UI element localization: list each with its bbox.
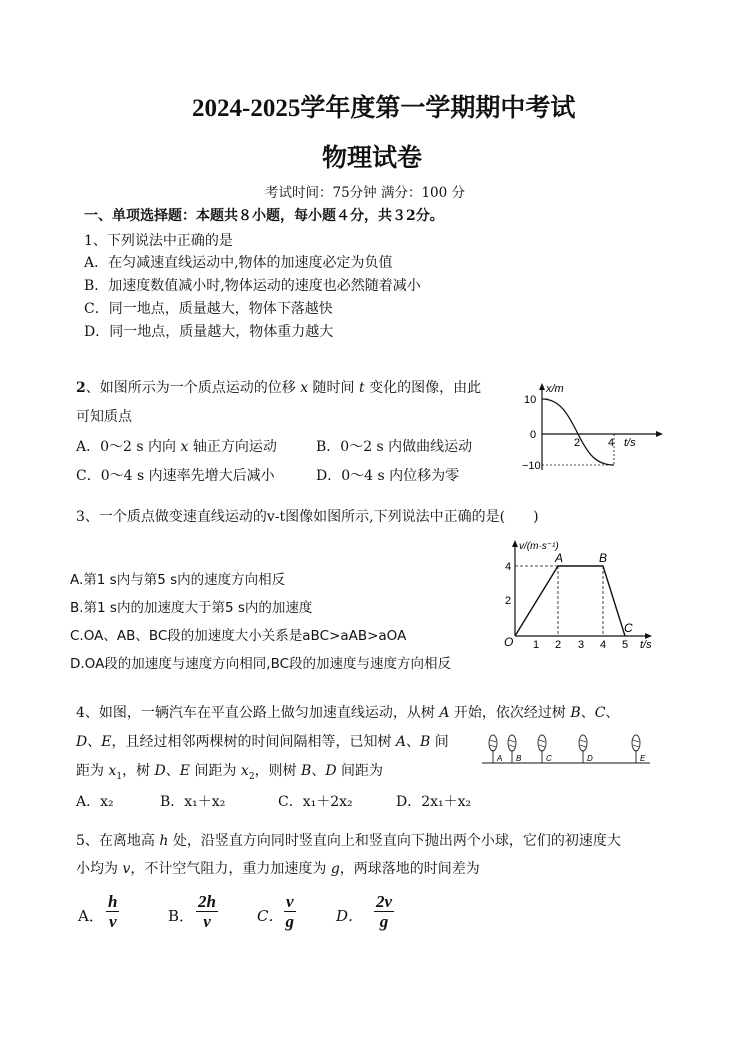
q4-tree-label-d: D (587, 754, 593, 763)
q4-trees-diagram (478, 728, 653, 770)
q2-x-label: t/s (624, 437, 636, 449)
q2-x-tick-2: 2 (574, 437, 581, 449)
q4-tree-label-e: E (640, 754, 646, 763)
q2-y-bottom-label: −10 (522, 460, 541, 472)
q3-option-d: D.OA段的加速度与速度方向相同,BC段的加速度与速度方向相反 (70, 656, 452, 672)
q3-point-b: B (599, 551, 608, 565)
q3-x-tick-4: 4 (600, 639, 607, 651)
q2-curve (542, 399, 614, 465)
section-heading: 一、单项选择题：本题共８小题，每小题４分，共３2分。 (84, 208, 444, 224)
q3-y-tick-2: 2 (505, 595, 512, 607)
q3-point-a: A (555, 551, 564, 565)
q5-line1: 5、在离地高 h 处，沿竖直方向同时竖直向上和竖直向下抛出两个小球，它们的初速度大 (76, 833, 621, 849)
q4-line3: 距为 $x_1$，树 D、E 间距为 $x_2$，则树 B、D 间距为 (76, 763, 383, 782)
q4-option-c: C．x₁＋2x₂ (278, 794, 353, 810)
q3-y-label: v/(m·s⁻¹) (519, 541, 559, 552)
q3-option-a: A.第1 s内与第5 s内的速度方向相反 (70, 572, 286, 588)
q2-y-arrow (539, 383, 545, 390)
q5-option-d-label: D． (336, 907, 364, 925)
q5-option-b-label: B． (168, 907, 195, 925)
q3-x-tick-3: 3 (578, 639, 585, 651)
q4-option-b: B．x₁＋x₂ (160, 794, 226, 810)
q5-option-a-label: A． (78, 907, 104, 925)
q2-origin-label: 0 (530, 429, 537, 441)
q2-x-tick-4: 4 (608, 437, 615, 449)
q4-tree-a-icon (489, 735, 497, 763)
q3-x-tick-1: 1 (533, 639, 540, 651)
q3-x-label: t/s (640, 639, 652, 651)
q1-option-c: C．同一地点，质量越大，物体下落越快 (84, 301, 333, 317)
q3-option-c: C.OA、AB、BC段的加速度大小关系是aBC>aAB>aOA (70, 628, 407, 644)
q2-y-label: x/m (546, 383, 564, 395)
q5-line2: 小均为 v，不计空气阻力，重力加速度为 g，两球落地的时间差为 (76, 861, 480, 877)
q5-option-c-fraction: $\frac{v}{g}$ (285, 892, 295, 931)
q4-option-a: A．x₂ (76, 794, 114, 810)
q3-option-b: B.第1 s内的加速度大于第5 s内的加速度 (70, 600, 313, 616)
q1-option-b: B．加速度数值减小时,物体运动的速度也必然随着减小 (84, 278, 421, 294)
q2-option-a: A．0～2 s 内向 x 轴正方向运动 (76, 439, 277, 455)
q4-tree-label-a: A (497, 754, 503, 763)
q3-x-tick-5: 5 (622, 639, 629, 651)
q5-option-a-fraction: $\frac{h}{v}$ (108, 892, 118, 931)
q4-tree-label-c: C (546, 754, 552, 763)
q3-vt-graph (500, 536, 665, 651)
q3-stem: 3、一个质点做变速直线运动的v-t图像如图所示,下列说法中正确的是( ) (76, 509, 539, 525)
q4-tree-b-icon (508, 735, 516, 763)
q4-tree-e-icon (632, 735, 640, 763)
q5-option-c-label: C． (257, 907, 284, 925)
q2-option-d: D．0～4 s 内位移为零 (316, 468, 460, 484)
q4-tree-d-icon (579, 735, 587, 763)
q3-y-tick-4: 4 (505, 561, 512, 573)
q3-origin-label: O (504, 635, 514, 649)
q4-option-d: D．2x₁＋x₂ (396, 794, 472, 810)
q1-stem: 1、下列说法中正确的是 (84, 233, 233, 249)
q1-option-a: A．在匀减速直线运动中,物体的加速度必定为负值 (84, 255, 393, 271)
q1-option-d: D．同一地点，质量越大，物体重力越大 (84, 324, 334, 340)
q4-tree-label-b: B (516, 754, 522, 763)
q2-stem-line2: 可知质点 (76, 409, 132, 425)
q2-x-arrow (656, 431, 663, 437)
q2-number: 2 (76, 380, 86, 396)
q2-option-b: B．0～2 s 内做曲线运动 (316, 439, 473, 455)
q4-line2: D、E，且经过相邻两棵树的时间间隔相等，已知树 A、B 间 (76, 734, 449, 750)
q2-option-c: C．0～4 s 内速率先增大后减小 (76, 468, 275, 484)
q3-vt-line (515, 566, 625, 636)
exam-info: 考试时间：75分钟 满分：100 分 (265, 185, 466, 201)
q2-xt-graph (510, 380, 670, 475)
paper-subtitle: 物理试卷 (322, 145, 423, 172)
q5-option-b-fraction: $\frac{2h}{v}$ (198, 892, 216, 931)
q2-y-top-label: 10 (524, 394, 537, 406)
q3-x-tick-2: 2 (555, 639, 562, 651)
q4-tree-c-icon (538, 735, 546, 763)
q4-line1: 4、如图，一辆汽车在平直公路上做匀加速直线运动，从树 A 开始，依次经过树 B、C、 (76, 705, 620, 721)
q3-point-c: C (624, 621, 633, 635)
q5-option-d-fraction: $\frac{2v}{g}$ (376, 892, 393, 931)
exam-title: 2024-2025学年度第一学期期中考试 (192, 95, 576, 122)
q3-y-arrow (512, 540, 518, 547)
q2-stem: 2、如图所示为一个质点运动的位移 x 随时间 t 变化的图像，由此 (76, 380, 482, 396)
